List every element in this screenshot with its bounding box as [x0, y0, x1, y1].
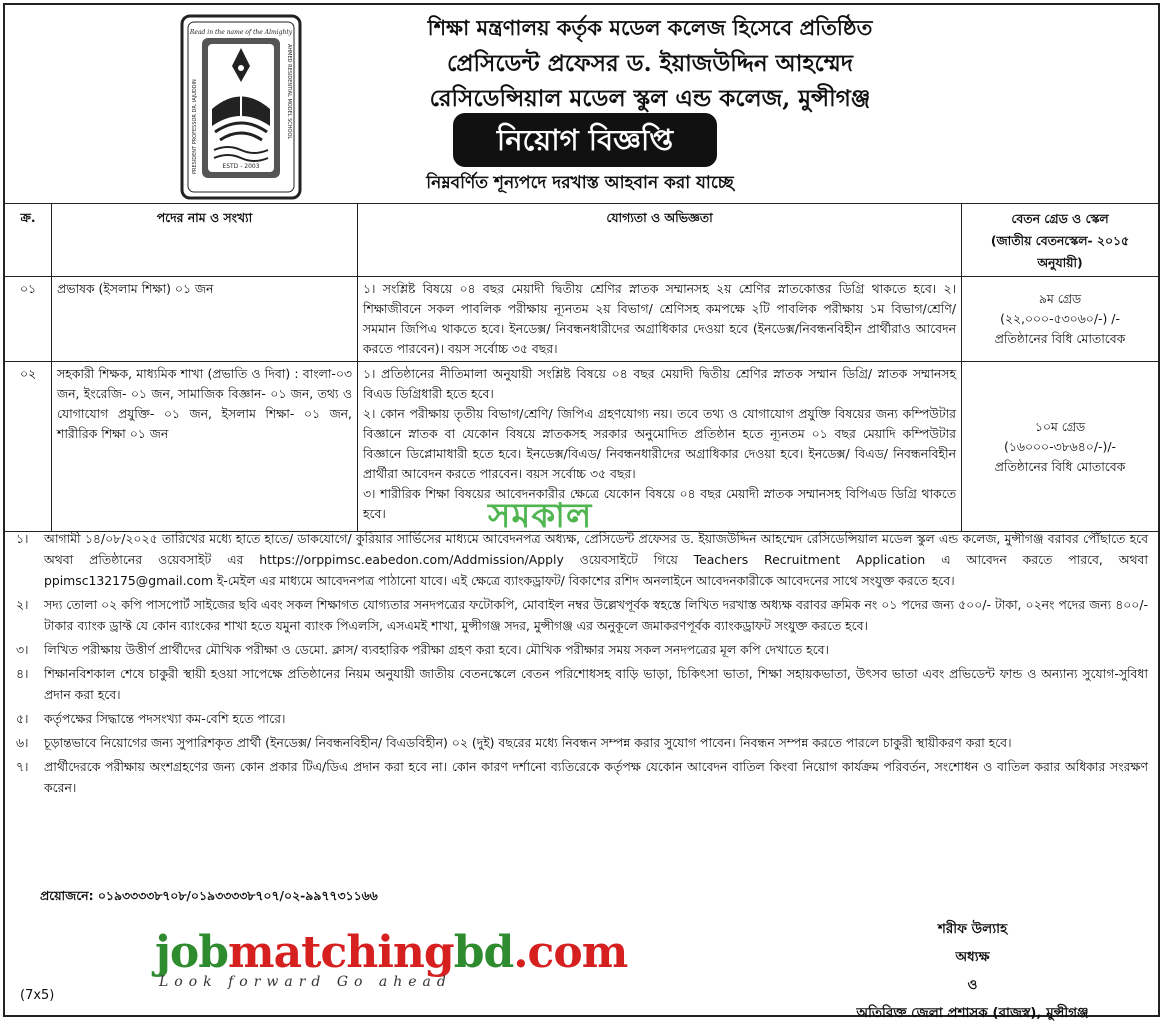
note-number: ১।	[16, 531, 29, 546]
jobsite-part: .com	[513, 927, 628, 978]
note-item	[8, 663, 1148, 705]
signatory-conjunction: ও	[967, 977, 978, 993]
vacancy-table	[4, 203, 1159, 536]
header-line-1: শিক্ষা মন্ত্রণালয় কর্তৃক মডেল কলেজ হিসেবে প্রতিষ্ঠিত	[427, 15, 873, 40]
note-number: ৭।	[16, 759, 29, 774]
note-text: প্রার্থীদেরকে পরীক্ষায় অংশগ্রহণের জন্য কোন প্রকার টিএ/ডিএ প্রদান করা হবে না। কোন কারণ দর্শানো ব্যতিরেকে কর্তৃপক্ষ যেকোন আবেদন বাতিল কিংবা নিয়োগ কার্যক্রম পরিবর্তন, সংশোধন ও বাতিল করার অধিকার সংরক্ষণ করেন।	[44, 759, 1148, 795]
header-serial: ক্র.	[5, 204, 52, 277]
row-salary	[962, 362, 1159, 532]
note-text: আগামী ১৪/০৮/২০২৫ তারিখের মধ্যে হাতে হাতে/ ডাকযোগে/ কুরিয়ার সার্ভিসের মাধ্যমে আবেদনপত্র অধ্যক্ষ, প্রেসিডেন্ট প্রফেসর ড. ইয়াজউদ্দিন আহম্মেদ রেসিডেন্সিয়াল মডেল স্কুল এন্ড কলেজ, মুন্সীগঞ্জ বরাবর পৌঁছাতে হবে অথবা প্রতিষ্ঠানের ওয়েবসাইট এর https://orppimsc.eabedon.com/Addmission/Apply ওয়েবসাইটে গিয়ে Teachers Recruitment Application এ আবেদন করতে পারবে, অথবা ppimsc132175@gmail.com ই-মেইল এর মাধ্যমে আবেদনপত্র পাঠানো যাবে। এই ক্ষেত্রে ব্যাংকড্রাফট/ বিকাশের রশিদ অনলাইনে আবেদনকারীকে আবেদনের সাথে সংযুক্ত করতে হবে।	[44, 531, 1148, 588]
note-item	[8, 594, 1148, 636]
svg-text:AHMED RESIDENTIAL MODEL SCHOOL: AHMED RESIDENTIAL MODEL SCHOOL	[286, 44, 292, 140]
note-item	[8, 708, 1148, 729]
svg-text:ESTD - 2003: ESTD - 2003	[222, 163, 260, 170]
note-text: কর্তৃপক্ষের সিদ্ধান্তে পদসংখ্যা কম-বেশি হতে পারে।	[44, 711, 286, 726]
note-text: চূড়ান্তভাবে নিয়োগের জন্য সুপারিশকৃত প্রার্থী (ইনডেক্স/ নিবন্ধনবিহীন/ বিএডবিহীন) ০২ (দুই) বছরের মধ্যে নিবন্ধন সম্পন্ন করার সুযোগ পাবেন। নিবন্ধন সম্পন্ন করতে পারলে চাকুরী স্থায়ীকরণ করা হবে।	[44, 735, 1012, 750]
note-text: লিখিত পরীক্ষায় উত্তীর্ণ প্রার্থীদের মৌখিক পরীক্ষা ও ডেমো. ক্লাস/ ব্যবহারিক পরীক্ষা গ্রহণ করা হবে। মৌখিক পরীক্ষার সময় সকল সনদপত্রের মূল কপি দেখাতে হবে।	[44, 642, 829, 657]
signatory-title: অধ্যক্ষ	[955, 949, 990, 965]
institution-logo	[180, 14, 302, 200]
note-number: ৬।	[16, 735, 29, 750]
salary-scale: (১৬০০০-৩৮৬৪০/-)/-	[1004, 438, 1116, 454]
ad-size-code: (7x5)	[20, 988, 55, 1003]
header-salary-line1: বেতন গ্রেড ও স্কেল	[1011, 211, 1109, 226]
newspaper-watermark: সমকাল	[488, 496, 593, 536]
notes-list	[8, 528, 1148, 801]
header-salary	[962, 204, 1159, 277]
header-post: পদের নাম ও সংখ্যা	[52, 204, 358, 277]
signature-block	[800, 915, 1145, 1027]
salary-grade: ৯ম গ্রেড	[1038, 291, 1082, 306]
row-qualification: ১। সংশ্লিষ্ট বিষয়ে ০৪ বছর মেয়াদী দ্বিতীয় শ্রেণির স্নাতক সম্মানসহ ২য় শ্রেণির স্নাতকোত্তর ডিগ্রি থাকতে হবে। ২। শিক্ষাজীবনে সকল পাবলিক পরীক্ষায় ন্যূনতম ২য় বিভাগ/ শ্রেণিসহ কমপক্ষে ২টি পাবলিক পরীক্ষায় ১ম বিভাগ/শ্রেণি/ সমমান জিপিএ থাকতে হবে। ইনডেক্স/ নিবন্ধনধারীদের অগ্রাধিকার দেওয়া হবে (ইনডেক্স/নিবন্ধনবিহীন প্রার্থীরাও আবেদন করতে পারবেন)। বয়স সর্বোচ্চ ৩৫ বছর।	[358, 277, 962, 362]
row-serial: ০২	[5, 362, 52, 532]
signatory-name: শরীফ উল্যাহ	[937, 921, 1008, 937]
jobsite-part: job	[155, 927, 229, 978]
note-number: ৫।	[16, 711, 29, 726]
table-row	[5, 277, 1159, 362]
note-text: সদ্য তোলা ০২ কপি পাসপোর্ট সাইজের ছবি এবং সকল শিক্ষাগত যোগ্যতার সনদপত্রের ফটোকপি, মোবাইল নম্বর উল্লেখপূর্বক স্বহস্তে লিখিত দরখাস্ত অধ্যক্ষ বরাবর ক্রমিক নং ০১ পদের জন্য ৫০০/- টাকা, ০২নং পদের জন্য ৪০০/- টাকার ব্যাংক ড্রাফ্ট যে কোন ব্যাংকের শাখা হতে যমুনা ব্যাংক পিএলসি, এসএমই শাখা, মুন্সীগঞ্জ সদর, মুন্সীগঞ্জ এর অনুকূলে জমাকরণপূর্বক ব্যাংকড্রাফট সংযুক্ত করতে হবে।	[44, 597, 1148, 633]
jobsite-part: matching	[228, 927, 454, 978]
notice-title-banner: নিয়োগ বিজ্ঞপ্তি	[455, 115, 715, 165]
note-text: শিক্ষানবিশকাল শেষে চাকুরী স্থায়ী হওয়া সাপেক্ষে প্রতিষ্ঠানের নিয়ম অনুযায়ী জাতীয় বেতনস্কেলে বেতন পরিশোধসহ বাড়ি ভাড়া, চিকিৎসা ভাতা, শিক্ষা সহায়কভাতা, উৎসব ভাতা এবং প্রভিডেন্ট ফান্ড ও অন্যান্য সুযোগ-সুবিধা প্রদান করা হবে।	[44, 666, 1148, 702]
row-serial: ০১	[5, 277, 52, 362]
jobsite-tagline: Look forward Go ahead	[159, 974, 452, 990]
salary-note: প্রতিষ্ঠানের বিধি মোতাবেক	[994, 458, 1126, 474]
contact-numbers: প্রয়োজনে: ০১৯৩৩৩৩৮৭০৮/০১৯৩৩৩৩৮৭০৭/০২-৯৯৭৭৩১১৬৬	[40, 888, 378, 903]
note-item	[8, 528, 1148, 591]
table-header-row	[5, 204, 1159, 277]
jobsite-part: bd	[453, 927, 514, 978]
signatory-office: অতিরিক্ত জেলা প্রশাসক (রাজস্ব), মুন্সীগঞ্জ	[856, 1005, 1089, 1021]
salary-note: প্রতিষ্ঠানের বিধি মোতাবেক	[994, 331, 1126, 346]
qualification-item-1: ১। প্রতিষ্ঠানের নীতিমালা অনুযায়ী সংশ্লিষ্ট বিষয়ে ০৪ বছর মেয়াদী দ্বিতীয় শ্রেণির স্নাতক সম্মান ডিগ্রি/ স্নাতক সম্মানসহ বিএড ডিগ্রিধারী হতে হবে।	[363, 366, 956, 401]
institution-name-line-1: প্রেসিডেন্ট প্রফেসর ড. ইয়াজউদ্দিন আহম্মেদ	[447, 50, 853, 77]
note-item	[8, 732, 1148, 753]
row-post: সহকারী শিক্ষক, মাধ্যমিক শাখা (প্রভাতি ও দিবা) : বাংলা-০৩ জন, ইংরেজি- ০১ জন, সামাজিক বিজ্ঞান- ০১ জন, তথ্য ও যোগাযোগ প্রযুক্তি- ০১ জন, ইসলাম শিক্ষা- ০১ জন, শারীরিক শিক্ষা ০১ জন	[52, 362, 358, 532]
jobsite-logo	[155, 927, 628, 1000]
row-post: প্রভাষক (ইসলাম শিক্ষা) ০১ জন	[52, 277, 358, 362]
notice-subtitle: নিম্নবর্ণিত শূন্যপদে দরখাস্ত আহবান করা যাচ্ছে	[426, 173, 734, 193]
note-number: ২।	[16, 597, 29, 612]
qualification-item-3: ৩। শারীরিক শিক্ষা বিষয়ের আবেদনকারীর ক্ষেত্রে যেকোন বিষয়ে ০৪ বছর মেয়াদী স্নাতক সম্মানসহ বিপিএড ডিগ্রি থাকতে হবে।	[363, 486, 956, 521]
note-item	[8, 756, 1148, 798]
header-salary-line2: (জাতীয় বেতনস্কেল- ২০১৫ অনুযায়ী)	[990, 233, 1130, 270]
qualification-item-2: ২। কোন পরীক্ষায় তৃতীয় বিভাগ/শ্রেণি/ জিপিএ গ্রহণযোগ্য নয়। তবে তথ্য ও যোগাযোগ প্রযুক্তি বিষয়ের জন্য কম্পিউটার বিজ্ঞানে স্নাতক বা যেকোন বিষয়ে স্নাতকসহ সরকার অনুমোদিত প্রতিষ্ঠান হতে ন্যূনতম ০১ বছর মেয়াদি কম্পিউটার বিজ্ঞানে ডিপ্লোমাধারী হতে হবে। ইনডেক্স/বিএড/ নিবন্ধনধারীদের অগ্রাধিকার দেওয়া হবে। ইনডেক্স/ বিএড/ নিবন্ধনবিহীন প্রার্থীরা আবেদন করতে পারবেন। বয়স সর্বোচ্চ ৩৫ বছর।	[363, 406, 956, 481]
salary-scale: (২২,০০০-৫৩০৬০/-) /-	[1000, 311, 1120, 326]
row-qualification	[358, 362, 962, 536]
row-salary	[962, 277, 1159, 362]
jobsite-wordmark	[155, 927, 628, 978]
header-qualification: যোগ্যতা ও অভিজ্ঞতা	[358, 204, 962, 277]
note-number: ৪।	[16, 666, 29, 681]
note-item	[8, 639, 1148, 660]
svg-text:Read in the name of the Almigh: Read in the name of the Almighty	[189, 29, 293, 36]
salary-grade: ১০ম গ্রেড	[1034, 418, 1086, 434]
institution-name-line-2: রেসিডেন্সিয়াল মডেল স্কুল এন্ড কলেজ, মুন্সীগঞ্জ	[429, 85, 871, 112]
svg-text:PRESIDENT PROFESSOR DR. IAJUDD: PRESIDENT PROFESSOR DR. IAJUDDIN	[192, 79, 198, 174]
note-number: ৩।	[16, 642, 29, 657]
table-row	[5, 362, 1159, 532]
